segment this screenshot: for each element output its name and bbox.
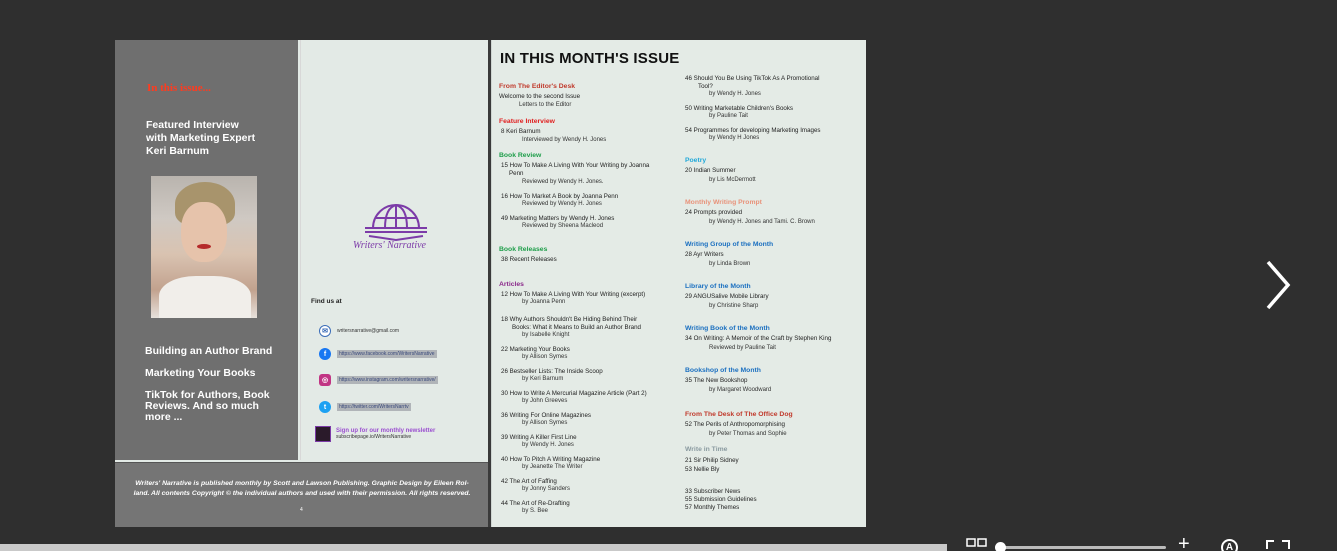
toc-entry[interactable]: Interviewed by Wendy H. Jones: [522, 137, 607, 143]
promo-author-brand: Building an Author Brand: [145, 345, 273, 357]
toc-section-heading: Write in Time: [685, 446, 728, 453]
toc-entry[interactable]: by Margaret Woodward: [709, 387, 772, 393]
footer-line: Writers' Narrative is published monthly by Scott and Lawson Publishing. Graphic Design by Eileen Rol-: [135, 480, 469, 487]
page-number: 4: [300, 507, 303, 513]
toc-entry[interactable]: 22 Marketing Your Books: [501, 346, 570, 353]
zoom-slider-track[interactable]: [996, 546, 1166, 549]
toc-entry[interactable]: 38 Recent Releases: [501, 256, 557, 263]
toc-entry[interactable]: by Peter Thomas and Sophie: [709, 431, 787, 437]
toc-section-heading: From The Desk of The Office Dog: [685, 411, 793, 418]
toc-entry[interactable]: 46 Should You Be Using TikTok As A Promotional: [685, 75, 820, 82]
toc-entry[interactable]: 12 How To Make A Living With Your Writing (excerpt): [501, 291, 646, 298]
toc-section-heading: Book Releases: [499, 246, 548, 253]
toc-entry[interactable]: by Jeanette The Writer: [522, 464, 583, 470]
toc-section-heading: Library of the Month: [685, 283, 751, 290]
toc-entry[interactable]: by Wendy H. Jones: [709, 91, 761, 97]
toc-entry[interactable]: 8 Keri Barnum: [501, 128, 541, 135]
featured-line: Keri Barnum: [146, 145, 210, 157]
toc-entry[interactable]: 42 The Art of Faffing: [501, 478, 557, 485]
toc-section-heading: Writing Book of the Month: [685, 325, 770, 332]
toc-entry[interactable]: by Christine Sharp: [709, 303, 759, 309]
toc-entry[interactable]: 50 Writing Marketable Children's Books: [685, 105, 794, 112]
toc-entry[interactable]: 44 The Art of Re-Drafting: [501, 500, 570, 507]
accessibility-icon[interactable]: A: [1221, 539, 1238, 551]
newsletter-signup[interactable]: [315, 426, 435, 442]
page-scrubber-bar[interactable]: [0, 544, 947, 551]
toc-entry[interactable]: 34 On Writing: A Memoir of the Craft by Stephen King: [685, 335, 832, 342]
toc-entry[interactable]: 36 Writing For Online Magazines: [501, 412, 591, 419]
toc-entry[interactable]: by John Greeves: [522, 398, 568, 404]
promo-tiktok: [145, 390, 285, 423]
promo-line: more ...: [145, 411, 183, 423]
contact-column: [300, 40, 488, 460]
toc-entry[interactable]: by Pauline Tait: [709, 113, 748, 119]
toc-entry[interactable]: by Wendy H. Jones: [522, 442, 574, 448]
toc-entry[interactable]: Reviewed by Sheena Macleod: [522, 223, 604, 229]
email-address: writersnarrative@gmail.com: [337, 328, 400, 334]
instagram-url: https://www.instagram.com/writersnarrative/: [339, 377, 436, 383]
toc-entry[interactable]: by Wendy H Jones: [709, 135, 760, 141]
toc-entry[interactable]: Letters to the Editor: [519, 102, 572, 108]
toc-entry[interactable]: Reviewed by Wendy H. Jones: [522, 201, 602, 207]
toc-entry[interactable]: by Lis McDermott: [709, 177, 756, 183]
toc-section-heading: Articles: [499, 281, 524, 288]
promo-line: Reviews. And so much: [145, 400, 259, 412]
toc-entry[interactable]: by Linda Brown: [709, 261, 751, 267]
toc-entry[interactable]: by Wendy H. Jones and Tami. C. Brown: [709, 219, 815, 225]
toc-entry[interactable]: 55 Submission Guidelines: [685, 496, 757, 503]
zoom-slider-knob[interactable]: [995, 542, 1006, 551]
facebook-link[interactable]: [319, 347, 437, 361]
magazine-spread: [115, 40, 866, 527]
toc-entry[interactable]: 28 Ayr Writers: [685, 251, 724, 258]
toc-entry[interactable]: by Keri Barnum: [522, 376, 564, 382]
toc-entry[interactable]: 21 Sir Philip Sidney: [685, 457, 739, 464]
toc-section-heading: Bookshop of the Month: [685, 367, 761, 374]
toc-entry[interactable]: Reviewed by Pauline Tait: [709, 345, 776, 351]
newsletter-title: Sign up for our monthly newsletter: [336, 428, 436, 434]
publisher-footer: [115, 462, 488, 527]
toc-entry[interactable]: Reviewed by Wendy H. Jones.: [522, 179, 604, 185]
globe-book-logo-icon: [341, 192, 451, 262]
newsletter-url: subscribepage.io/WritersNarrative: [336, 434, 412, 440]
toc-entry[interactable]: 49 Marketing Matters by Wendy H. Jones: [501, 215, 615, 222]
envelope-icon: ✉: [319, 325, 331, 337]
copyright-text: [119, 479, 485, 499]
featured-line: with Marketing Expert: [146, 132, 256, 144]
toc-entry[interactable]: Tool?: [698, 83, 713, 90]
toc-entry[interactable]: by S. Bee: [522, 508, 549, 514]
facebook-icon: f: [319, 348, 331, 360]
twitter-url: https://twitter.com/WritersNarrtv: [339, 404, 409, 410]
toc-section-heading: Poetry: [685, 157, 707, 164]
toc-entry[interactable]: 29 ANGUSalive Mobile Library: [685, 293, 769, 300]
twitter-icon: t: [319, 401, 331, 413]
toc-entry[interactable]: 26 Bestseller Lists: The Inside Scoop: [501, 368, 603, 375]
author-photo: [151, 176, 257, 318]
toc-entry[interactable]: by Allison Symes: [522, 354, 568, 360]
toc-entry[interactable]: Welcome to the second Issue: [499, 93, 581, 100]
toc-entry[interactable]: by Joanna Penn: [522, 299, 566, 305]
find-us-label: Find us at: [311, 298, 342, 305]
toc-entry[interactable]: 33 Subscriber News: [685, 488, 741, 495]
toc-section-heading: Book Review: [499, 152, 542, 159]
facebook-url: https://www.facebook.com/WritersNarrative: [339, 351, 435, 357]
toc-title: IN THIS MONTH'S ISSUE: [500, 50, 680, 67]
thumbnails-grid-icon[interactable]: [966, 538, 988, 551]
zoom-in-icon[interactable]: +: [1178, 533, 1190, 551]
featured-interview-text: [146, 119, 286, 158]
left-sidebar: [115, 40, 298, 460]
toc-entry[interactable]: by Jonny Sanders: [522, 486, 571, 492]
toc-entry[interactable]: 53 Nellie Bly: [685, 466, 720, 473]
promo-line: TikTok for Authors, Book: [145, 389, 270, 401]
instagram-icon: ◎: [319, 374, 331, 386]
table-of-contents-page: [491, 40, 866, 527]
footer-line: land. All contents Copyright © the individual authors and used with their permission. All rights reserved.: [133, 490, 471, 497]
featured-line: Featured Interview: [146, 119, 239, 131]
toc-entry[interactable]: 54 Programmes for developing Marketing Images: [685, 127, 821, 134]
in-this-issue-heading: In this issue...: [147, 82, 211, 94]
toc-entry[interactable]: Books: What it Means to Build an Author Brand: [512, 324, 641, 331]
toc-section-heading: Feature Interview: [499, 118, 555, 125]
toc-section-heading: Monthly Writing Prompt: [685, 199, 762, 206]
fullscreen-icon[interactable]: [1265, 539, 1291, 551]
toc-entry[interactable]: 18 Why Authors Shouldn't Be Hiding Behind Their: [501, 316, 638, 323]
instagram-link[interactable]: [319, 373, 438, 387]
toc-entry[interactable]: 52 The Perils of Anthropomorphising: [685, 421, 785, 428]
email-contact[interactable]: [319, 324, 399, 338]
toc-section-heading: From The Editor's Desk: [499, 83, 576, 90]
brand-logo-text: Writers' Narrative: [353, 240, 426, 251]
newsletter-icon: [315, 426, 331, 442]
toc-entry[interactable]: 30 How to Write A Mercurial Magazine Article (Part 2): [501, 390, 647, 397]
twitter-link[interactable]: [319, 400, 411, 414]
toc-section-heading: Writing Group of the Month: [685, 241, 774, 248]
toc-entry[interactable]: by Allison Symes: [522, 420, 568, 426]
toc-entry[interactable]: 16 How To Market A Book by Joanna Penn: [501, 193, 619, 200]
toc-entry[interactable]: 15 How To Make A Living With Your Writing by Joanna: [501, 162, 650, 169]
toc-entry[interactable]: 57 Monthly Themes: [685, 504, 740, 511]
toc-entry[interactable]: 39 Writing A Killer First Line: [501, 434, 577, 441]
promo-marketing-books: Marketing Your Books: [145, 367, 256, 379]
toc-entry[interactable]: 20 Indian Summer: [685, 167, 736, 174]
toc-entry[interactable]: 24 Prompts provided: [685, 209, 743, 216]
toc-entry[interactable]: by Isabelle Knight: [522, 332, 570, 338]
toc-entry[interactable]: 40 How To Pitch A Writing Magazine: [501, 456, 601, 463]
toc-entry[interactable]: 35 The New Bookshop: [685, 377, 748, 384]
toc-entry[interactable]: Penn: [509, 170, 524, 177]
next-page-arrow-icon[interactable]: [1262, 258, 1292, 312]
